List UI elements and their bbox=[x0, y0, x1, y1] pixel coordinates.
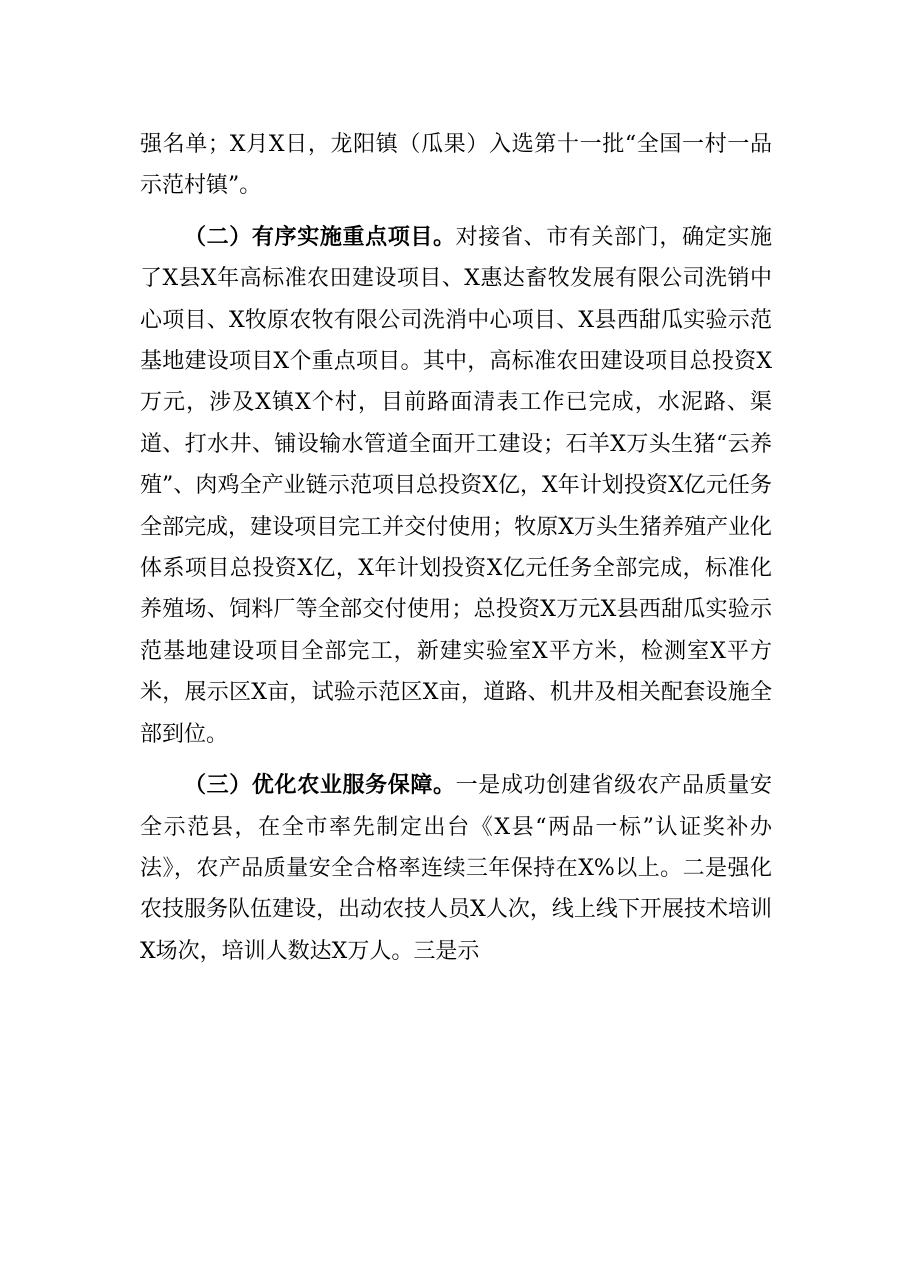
paragraph-continuation bbox=[140, 124, 772, 207]
document-body bbox=[140, 124, 772, 972]
section-heading: （二）有序实施重点项目。 bbox=[184, 223, 456, 250]
paragraph-body: 一是成功创建省级农产品质量安全示范县，在全市率先制定出台《X县“两品一标”认证奖补办法》，农产品质量安全合格率连续三年保持在X%以上。二是强化农技服务队伍建设，出动农技人员X人次，线上线下开展技术培训X场次，培训人数达X万人。三是示 bbox=[140, 773, 772, 964]
paragraph-body: 强名单；X月X日，龙阳镇（瓜果）入选第十一批“全国一村一品示范村镇”。 bbox=[140, 132, 772, 199]
section-heading: （三）优化农业服务保障。 bbox=[184, 772, 456, 799]
paragraph-body: 对接省、市有关部门，确定实施了X县X年高标准农田建设项目、X惠达畜牧发展有限公司洗销中心项目、X牧原农牧有限公司洗消中心项目、X县西甜瓜实验示范基地建设项目X个重点项目。其中，高标准农田建设项目总投资X万元，涉及X镇X个村，目前路面清表工作已完成，水泥路、渠道、打水井、铺设输水管道全面开工建设；石羊X万头生猪“云养殖”、肉鸡全产业链示范项目总投资X亿，X年计划投资X亿元任务全部完成，建设项目完工并交付使用；牧原X万头生猪养殖产业化体系项目总投资X亿，X年计划投资X亿元任务全部完成，标准化养殖场、饲料厂等全部交付使用；总投资X万元X县西甜瓜实验示范基地建设项目全部完工，新建实验室X平方米，检测室X平方米，展示区X亩，试验示范区X亩，道路、机井及相关配套设施全部到位。 bbox=[140, 224, 772, 747]
paragraph-section-two bbox=[140, 217, 772, 755]
paragraph-section-three bbox=[140, 765, 772, 972]
